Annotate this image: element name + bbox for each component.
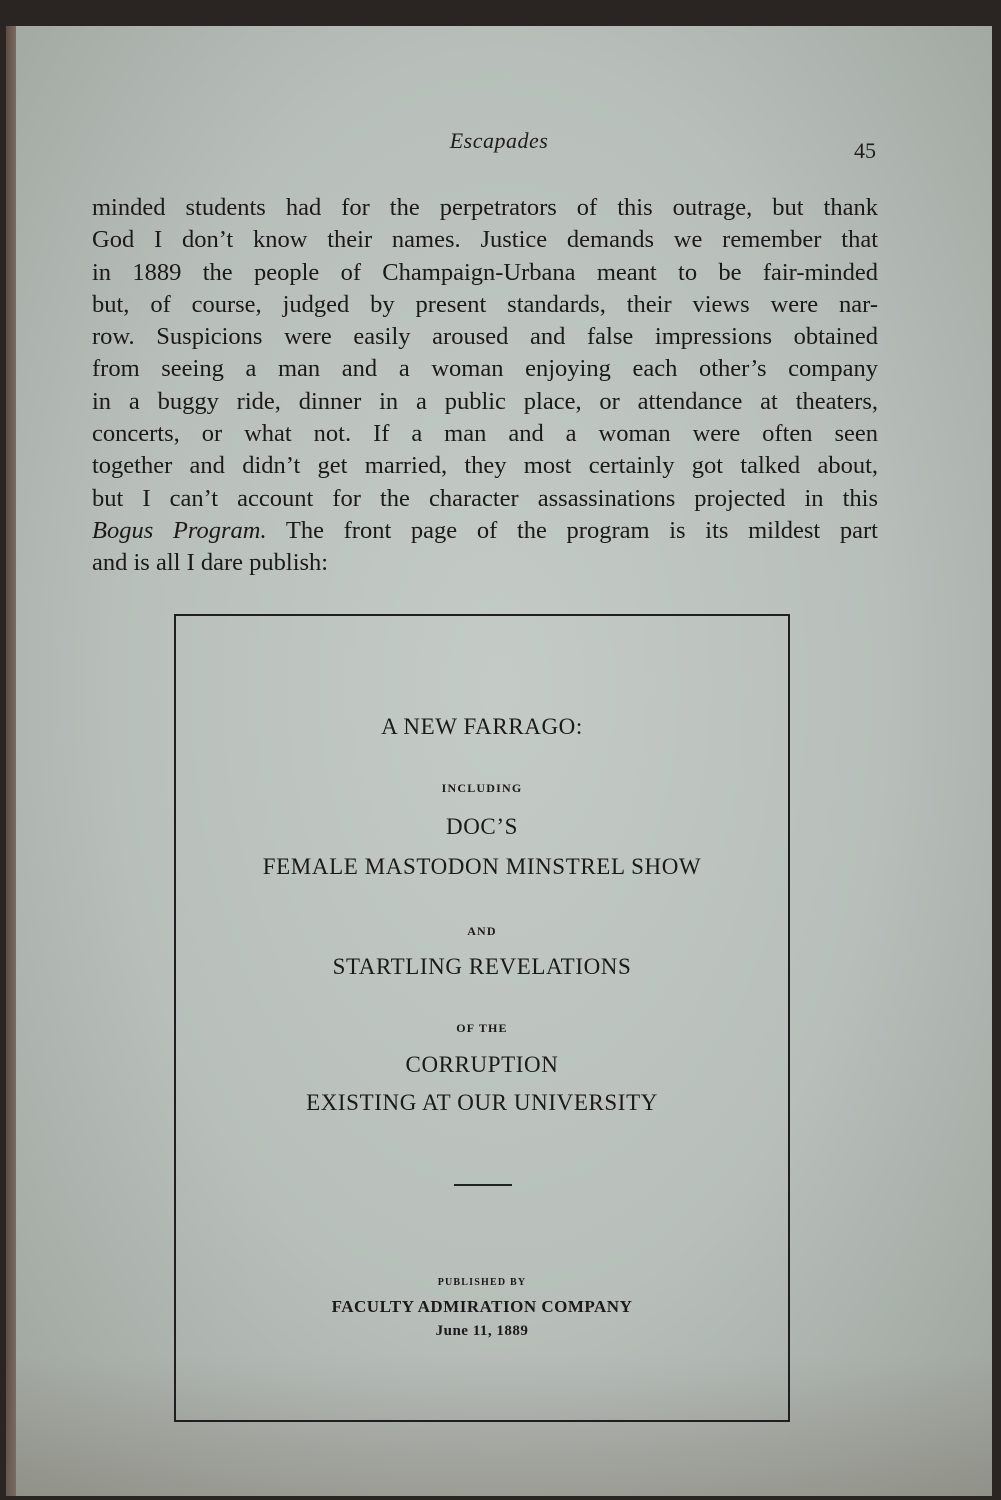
book-page (6, 26, 992, 1496)
body-paragraph (92, 192, 878, 580)
body-line: row. Suspicions were easily aroused and false impressions obtained (92, 323, 878, 351)
program-divider (454, 1184, 512, 1186)
body-line: in a buggy ride, dinner in a public place, or attendance at theaters, (92, 387, 878, 415)
body-line: in 1889 the people of Champaign-Urbana meant to be fair-minded (92, 258, 878, 286)
body-line: God I don’t know their names. Justice demands we remember that (92, 226, 878, 254)
program-of-the: OF THE (456, 1021, 508, 1035)
body-line: but I can’t account for the character assassinations projected in this (92, 484, 878, 512)
body-line: from seeing a man and a woman enjoying each other’s company (92, 355, 878, 383)
running-head: Escapades (449, 128, 549, 153)
program-university: EXISTING AT OUR UNIVERSITY (306, 1090, 658, 1115)
body-line-italic-title (92, 515, 878, 547)
body-line-rest: The front page of the program is its mildest part (266, 516, 878, 544)
body-line: and is all I dare publish: (92, 549, 329, 577)
program-company: FACULTY ADMIRATION COMPANY (331, 1297, 633, 1316)
body-line: together and didn’t get married, they most certainly got talked about, (92, 452, 878, 480)
program-published-by: PUBLISHED BY (437, 1277, 527, 1288)
program-corruption: CORRUPTION (405, 1052, 559, 1077)
program-minstrel-show: FEMALE MASTODON MINSTREL SHOW (262, 854, 702, 879)
program-frontpage-box (174, 614, 790, 1422)
book-spine (6, 26, 16, 1496)
body-line: concerts, or what not. If a man and a woman were often seen (92, 420, 878, 448)
program-docs: DOC’S (445, 814, 518, 839)
body-line: but, of course, judged by present standards, their views were nar- (92, 290, 878, 318)
body-line: minded students had for the perpetrators of this outrage, but thank (92, 194, 878, 221)
program-title: A NEW FARRAGO: (381, 714, 583, 739)
program-date: June 11, 1889 (435, 1323, 529, 1339)
program-and: AND (467, 924, 497, 938)
program-revelations: STARTLING REVELATIONS (332, 954, 632, 979)
page-number: 45 (854, 138, 876, 163)
program-including: INCLUDING (441, 781, 523, 795)
bogus-program-title: Bogus Program. (92, 516, 267, 544)
